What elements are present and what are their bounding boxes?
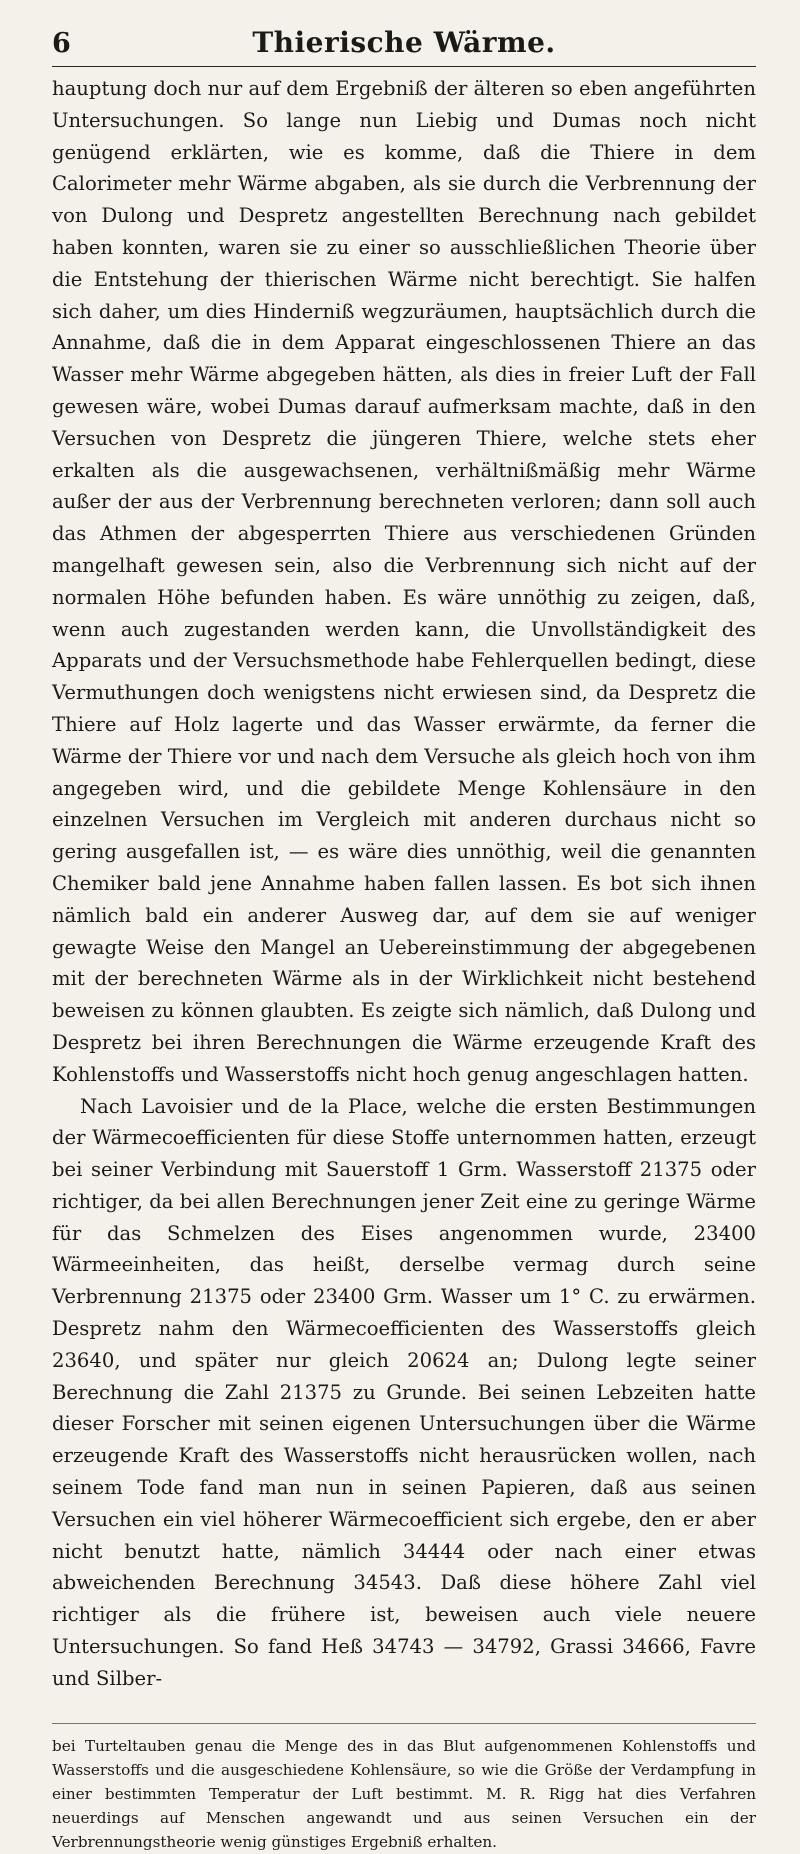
paragraph-2: Nach Lavoisier und de la Place, welche die ersten Bestimmungen der Wärmecoefficienten für diese Stoffe unternommen hatten, erzeugt bei seiner Verbindung mit Sauerstoff 1 Grm. Wasserstoff 21375 oder richtiger, da bei allen Berechnungen jener Zeit eine zu geringe Wärme für das Schmelzen des Eises angenommen wurde, 23400 Wärmeeinheiten, das heißt, derselbe vermag durch seine Verbrennung 21375 oder 23400 Grm. Wasser um 1° C. zu erwärmen. Despretz nahm den Wärmecoefficienten des Wasserstoffs gleich 23640, und später nur gleich 20624 an; Dulong legte seiner Berechnung die Zahl 21375 zu Grunde. Bei seinen Lebzeiten hatte dieser Forscher mit seinen eigenen Untersuchungen über die Wärme erzeugende Kraft des Wasserstoffs nicht herausrücken wollen, nach seinem Tode fand man nun in seinen Papieren, daß aus seinen Versuchen ein viel höherer Wärmecoefficient sich ergebe, den er aber nicht benutzt hatte, nämlich 34444 oder nach einer etwas abweichenden Berechnung 34543. Daß diese höhere Zahl viel richtiger als die frühere ist, beweisen auch viele neuere Untersuchungen. So fand Heß 34743 — 34792, Grassi 34666, Favre und Silber-: [52, 1094, 756, 1690]
running-title: Thierische Wärme.: [252, 26, 556, 59]
footnote-divider: [52, 1723, 756, 1724]
page-header: [52, 22, 756, 67]
page-number: 6: [52, 28, 71, 59]
paragraph-1: hauptung doch nur auf dem Ergebniß der älteren so eben angeführten Untersuchungen. So lange nun Liebig und Dumas noch nicht genügend erklärten, wie es komme, daß die Thiere in dem Calorimeter mehr Wärme abgaben, als sie durch die Verbrennung der von Dulong und Despretz angestellten Berechnung nach gebildet haben konnten, waren sie zu einer so ausschließlichen Theorie über die Entstehung der thierischen Wärme nicht berechtigt. Sie halfen sich daher, um dies Hinderniß wegzuräumen, hauptsächlich durch die Annahme, daß die in dem Apparat eingeschlossenen Thiere an das Wasser mehr Wärme abgegeben hätten, als dies in freier Luft der Fall gewesen wäre, wobei Dumas darauf aufmerksam machte, daß in den Versuchen von Despretz die jüngeren Thiere, welche stets eher erkalten als die ausgewachsenen, verhältnißmäßig mehr Wärme außer der aus der Verbrennung berechneten verloren; dann soll auch das Athmen der abgesperrten Thiere aus verschiedenen Gründen mangelhaft gewesen sein, also die Verbrennung sich nicht auf der normalen Höhe befunden haben. Es wäre unnöthig zu zeigen, daß, wenn auch zugestanden werden kann, die Unvollständigkeit des Apparats und der Versuchsmethode habe Fehlerquellen bedingt, diese Vermuthungen doch wenigstens nicht erwiesen sind, da Despretz die Thiere auf Holz lagerte und das Wasser erwärmte, da ferner die Wärme der Thiere vor und nach dem Versuche als gleich hoch von ihm angegeben wird, und die gebildete Menge Kohlensäure in den einzelnen Versuchen im Vergleich mit anderen durchaus nicht so gering ausgefallen ist, — es wäre dies unnöthig, weil die genannten Chemiker bald jene Annahme haben fallen lassen. Es bot sich ihnen nämlich bald ein anderer Ausweg dar, auf dem sie auf weniger gewagte Weise den Mangel an Uebereinstimmung der abgegebenen mit der berechneten Wärme als in der Wirklichkeit nicht bestehend beweisen zu können glaubten. Es zeigte sich nämlich, daß Dulong und Despretz bei ihren Berechnungen die Wärme erzeugende Kraft des Kohlenstoffs und Wasserstoffs nicht hoch genug angeschlagen hatten.: [52, 77, 756, 1086]
footnote: bei Turteltauben genau die Menge des in das Blut aufgenommenen Kohlenstoffs und Wasserstoffs und die ausgeschiedene Kohlensäure, so wie die Größe der Verdampfung in einer bestimmten Temperatur der Luft bestimmt. M. R. Rigg hat dies Verfahren neuerdings auf Menschen angewandt und aus seinen Versuchen ein der Verbrennungstheorie wenig günstiges Ergebniß erhalten.: [52, 1736, 756, 1851]
main-text: [52, 73, 756, 1695]
